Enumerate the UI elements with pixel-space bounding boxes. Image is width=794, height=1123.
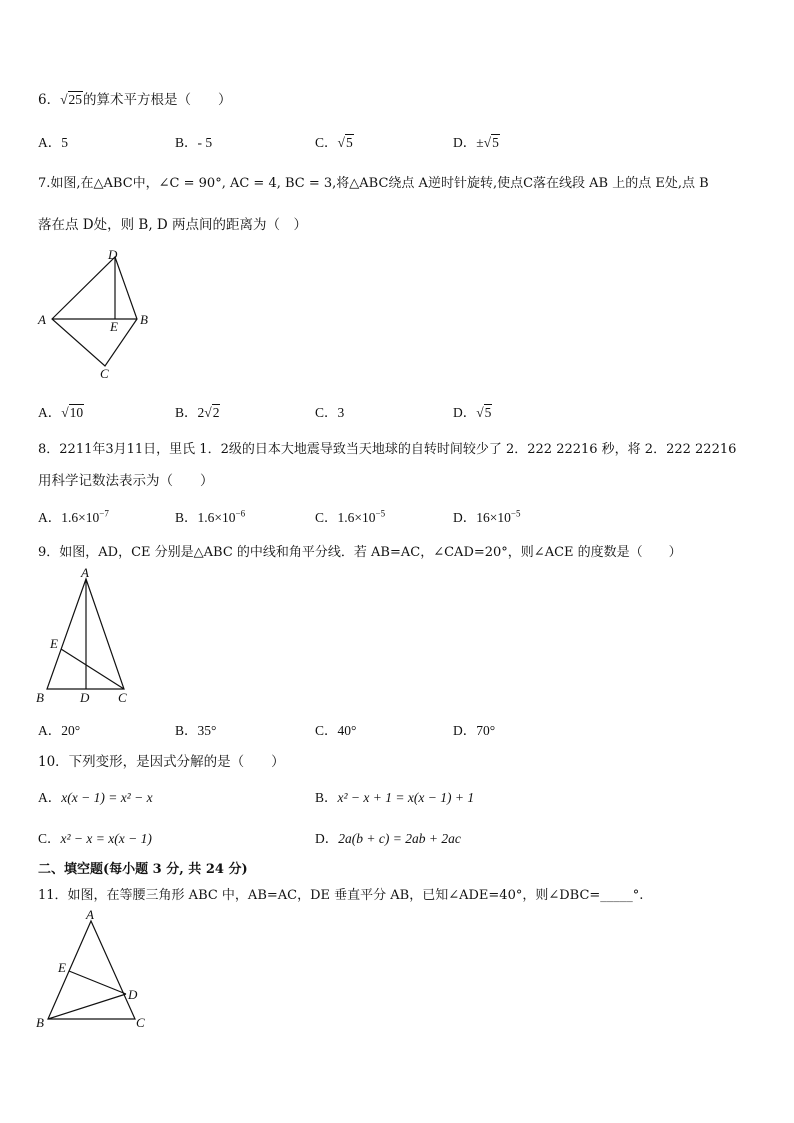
- q10-option-c: C．x² − x = x(x − 1): [38, 831, 152, 846]
- q10-option-d: D．2a(b + c) = 2ab + 2ac: [315, 831, 461, 846]
- q7-label-c: C: [100, 366, 109, 380]
- q6-option-c: C．√5: [315, 135, 353, 150]
- q11-label-d: D: [128, 987, 138, 1002]
- q6-stem: [38, 88, 232, 108]
- q7-label-a: A: [38, 312, 46, 327]
- q9-label-e: E: [50, 636, 58, 651]
- q7-stem-line2: 落在点 D处，则 B, D 两点间的距离为（ ）: [38, 217, 308, 233]
- q11-line-ed: [69, 971, 126, 994]
- q8-option-c: C．$1.6\times 10^{-5}$: [315, 508, 386, 525]
- q6-stem-text: 的算术平方根是（ ）: [83, 92, 232, 108]
- q6-option-a: A．5: [38, 135, 68, 150]
- q7-option-a: A．√10: [38, 405, 84, 420]
- q11-label-c: C: [136, 1015, 145, 1030]
- q7-option-b: B．2√2: [175, 405, 220, 420]
- q9-label-c: C: [118, 690, 127, 705]
- q11-figure: [30, 908, 160, 1033]
- q11-line-bd: [48, 994, 126, 1019]
- q8-option-b: B．$1.6\times 10^{-6}$: [175, 508, 246, 525]
- q11-label-b: B: [36, 1015, 44, 1030]
- q9-option-a: A．20°: [38, 723, 81, 738]
- q7-label-d: D: [108, 247, 118, 262]
- q9-option-b: B．35°: [175, 723, 217, 738]
- q10-option-b: B．x² − x + 1 = x(x − 1) + 1: [315, 790, 475, 805]
- q6-number: 6．: [38, 92, 61, 108]
- q11-label-e: E: [58, 960, 66, 975]
- q7-label-e: E: [110, 319, 118, 334]
- q9-bisector-ce: [61, 649, 124, 689]
- q9-label-a: A: [81, 566, 89, 580]
- q9-option-d: D．70°: [453, 723, 496, 738]
- q6-option-b: B．- 5: [175, 135, 213, 150]
- q10-option-a: A．x(x − 1) = x² − x: [38, 790, 153, 805]
- q9-label-b: B: [36, 690, 44, 705]
- q9-label-d: D: [80, 690, 90, 705]
- q8-stem-line2: 用科学记数法表示为（ ）: [38, 473, 214, 489]
- q7-quad-outline: [52, 257, 137, 366]
- q7-option-d: D．√5: [453, 405, 492, 420]
- q6-sqrt: √25: [60, 92, 83, 107]
- q7-stem-line1: 7.如图,在△ABC中，∠C = 90°, AC = 4, BC = 3,将△ABC绕点 A逆时针旋转,使点C落在线段 AB 上的点 E处,点 B: [38, 176, 709, 191]
- q8-option-d: D．$16\times 10^{-5}$: [453, 508, 521, 525]
- section-heading: 二、填空题(每小题 3 分, 共 24 分): [38, 862, 248, 877]
- q10-stem: 10．下列变形，是因式分解的是（ ）: [38, 754, 285, 770]
- q7-figure: [30, 245, 160, 380]
- q6-option-d: D．±√5: [453, 135, 499, 150]
- q7-label-b: B: [140, 312, 148, 327]
- q8-option-a: A．$1.6\times 10^{-7}$: [38, 508, 109, 525]
- q9-stem: 9．如图，AD，CE 分别是△ABC 的中线和角平分线．若 AB=AC，∠CAD=20°，则∠ACE 的度数是（ ）: [38, 545, 682, 560]
- q11-label-a: A: [86, 908, 94, 922]
- q8-stem-line1: 8．2211年3月11日，里氏 1．2级的日本大地震导致当天地球的自转时间较少了 2．222 22216 秒，将 2．222 22216: [38, 442, 737, 457]
- q11-stem: 11．如图，在等腰三角形 ABC 中，AB=AC，DE 垂直平分 AB，已知∠ADE=40°，则∠DBC=_____°.: [38, 888, 644, 903]
- q7-option-c: C．3: [315, 405, 345, 420]
- q9-figure: [30, 566, 140, 708]
- q9-option-c: C．40°: [315, 723, 357, 738]
